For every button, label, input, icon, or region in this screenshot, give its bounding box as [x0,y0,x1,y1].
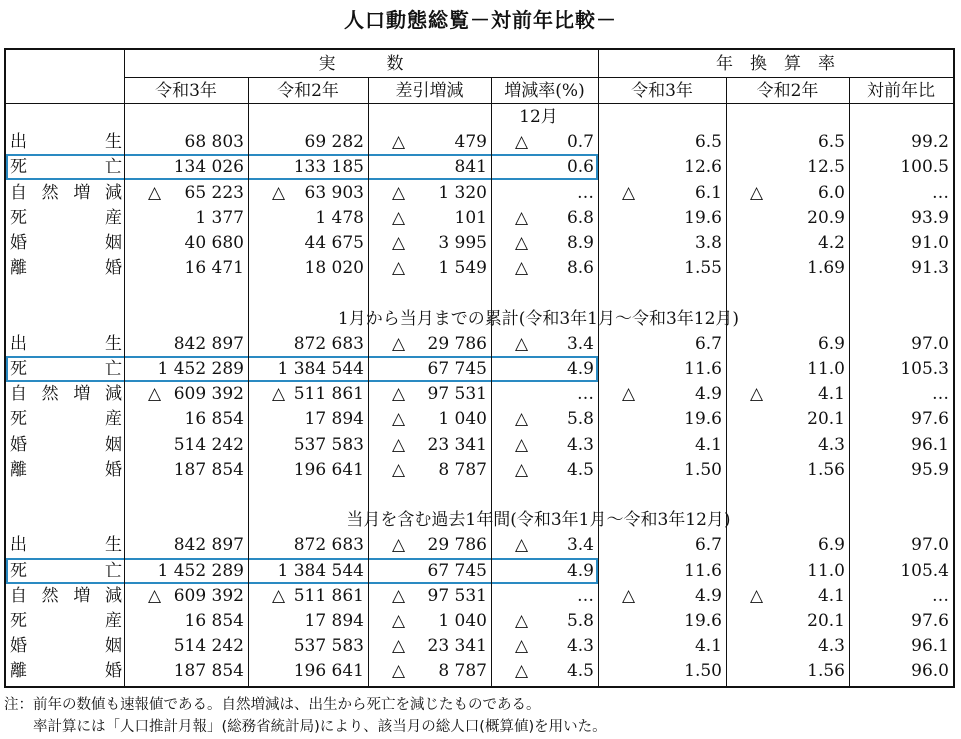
table-cell: 1 320 [438,182,487,203]
table-cell: 511 861 [293,384,364,405]
row-label-char: 産 [105,611,122,631]
table-cell: 187 854 [173,661,244,682]
table-cell: 23 341 [427,434,487,455]
table-cell: 91.3 [911,258,949,279]
table-cell: 4.1 [817,384,845,405]
section-title: 当月を含む過去1年間(令和3年1月～令和3年12月) [346,510,731,531]
table-cell: 134 026 [173,157,244,178]
table-cell: 4.5 [566,459,594,480]
row-label [10,231,122,255]
column-header: 令和2年 [277,81,339,101]
footnote-line: 注：前年の数値も速報値である。自然増減は、出生から死亡を減じたものである。 [4,697,541,713]
table-cell: 65 223 [184,182,244,203]
negative-triangle: △ [622,384,636,405]
table-cell: 5.8 [566,409,594,430]
row-label-char: 婚 [105,459,122,480]
table-cell: 1 040 [438,409,487,430]
row-label-char: 出 [10,132,27,153]
row-label-char: 増 [73,585,91,606]
row-label-char: 増 [73,384,91,405]
table-cell: 133 185 [293,157,364,178]
table-cell: 8 787 [438,459,487,480]
row-label [10,458,122,482]
table-cell: 4.9 [566,359,594,379]
row-label [10,609,122,633]
negative-triangle: △ [392,207,406,228]
row-label-char: 死 [10,409,27,430]
row-label-char: 増 [73,182,91,203]
table-cell: 6.9 [817,333,845,354]
table-cell: 91.0 [911,233,949,253]
table-cell: … [577,182,594,203]
table-cell: 1.56 [807,459,845,480]
table-cell: 4.5 [566,661,594,682]
table-cell: 1 384 544 [277,359,364,379]
table-cell: … [577,384,594,405]
negative-triangle: △ [148,585,162,606]
column-divider [726,77,727,686]
table-cell: 95.9 [911,459,949,480]
table-cell: 1.55 [684,258,722,279]
table-cell: 4.3 [817,434,845,455]
section-title: 1月から当月までの累計(令和3年1月～令和3年12月) [337,308,740,329]
row-label-char: 婚 [105,258,122,279]
table-cell: 3 995 [438,233,487,253]
row-label-char: 減 [104,182,122,203]
row-label [10,533,122,557]
row-label-char: 離 [10,258,27,279]
table-cell: 4.3 [566,636,594,657]
table-cell: 16 854 [184,409,244,430]
column-header: 差引増減 [395,81,464,101]
column-divider [491,77,492,686]
table-cell: 69 282 [304,132,364,153]
negative-triangle: △ [622,182,636,203]
table-cell: 67 745 [427,560,487,581]
table-cell: 99.2 [911,132,949,153]
table-cell: 101 [454,207,487,228]
negative-triangle: △ [392,233,406,253]
header-divider [124,77,953,78]
table-cell: 96.0 [911,661,949,682]
table-cell: 93.9 [911,207,949,228]
table-cell: 20.1 [807,611,845,631]
table-cell: 6.9 [817,535,845,556]
table-cell: 17 894 [304,409,364,430]
table-cell: 20.1 [807,409,845,430]
negative-triangle: △ [392,434,406,455]
column-divider [248,77,249,686]
negative-triangle: △ [515,611,529,631]
negative-triangle: △ [515,636,529,657]
negative-triangle: △ [515,661,529,682]
table-cell: 4.9 [694,585,722,606]
table-cell: 537 583 [293,636,364,657]
table-cell: 105.3 [900,359,949,379]
table-cell: 187 854 [173,459,244,480]
negative-triangle: △ [392,636,406,657]
table-cell: 3.8 [694,233,722,253]
row-label-char: 生 [105,535,122,556]
table-cell: 97 531 [427,585,487,606]
negative-triangle: △ [750,585,764,606]
table-cell: 18 020 [304,258,364,279]
row-label-char: 死 [10,611,27,631]
row-label-char: 亡 [105,359,122,379]
table-cell: 6.5 [694,132,722,153]
negative-triangle: △ [515,409,529,430]
table-cell: 3.4 [566,535,594,556]
table-cell: … [577,585,594,606]
row-label-char: 生 [105,333,122,354]
row-label-char: 姻 [105,434,122,455]
row-label [10,130,122,154]
negative-triangle: △ [392,585,406,606]
negative-triangle: △ [148,384,162,405]
row-label-char: 離 [10,459,27,480]
table-cell: 6.8 [566,207,594,228]
table-cell: 11.6 [684,359,722,379]
negative-triangle: △ [392,132,406,153]
header-annualized-rate: 年 換 算 率 [716,54,835,74]
table-cell: 11.0 [807,359,845,379]
row-label-char: 然 [41,585,59,606]
negative-triangle: △ [392,535,406,556]
table-cell: 609 392 [173,384,244,405]
row-label [10,634,122,658]
row-label [10,659,122,683]
table-cell: 12.6 [684,157,722,178]
negative-triangle: △ [515,535,529,556]
table-cell: 4.1 [694,434,722,455]
table-cell: 6.1 [694,182,722,203]
negative-triangle: △ [515,434,529,455]
footnotes [4,694,607,738]
table-cell: 514 242 [173,434,244,455]
table-cell: 609 392 [173,585,244,606]
table-cell: 68 803 [184,132,244,153]
table-cell: 44 675 [304,233,364,253]
header-actual-numbers: 実 数 [318,54,404,74]
row-label-char: 姻 [105,233,122,253]
negative-triangle: △ [392,459,406,480]
row-label-char: 離 [10,661,27,682]
table-cell: 4.3 [817,636,845,657]
table-cell: 19.6 [684,409,722,430]
negative-triangle: △ [750,182,764,203]
table-cell: 97 531 [427,384,487,405]
row-label-char: 死 [10,157,27,178]
table-cell: 29 786 [427,535,487,556]
row-label-char: 減 [104,585,122,606]
table-cell: … [932,182,949,203]
table-cell: 872 683 [293,535,364,556]
table-cell: 8 787 [438,661,487,682]
table-cell: 1 377 [195,207,244,228]
negative-triangle: △ [515,459,529,480]
table-cell: 6.7 [694,535,722,556]
table-cell: … [932,585,949,606]
row-label [10,332,122,356]
page-title: 人口動態総覧－対前年比較－ [344,8,617,32]
table-cell: 97.0 [911,333,949,354]
negative-triangle: △ [148,182,162,203]
table-cell: 1 452 289 [157,560,244,581]
table-cell: 3.4 [566,333,594,354]
table-cell: 67 745 [427,359,487,379]
negative-triangle: △ [515,333,529,354]
row-label-char: 減 [104,384,122,405]
table-cell: … [932,384,949,405]
negative-triangle: △ [392,661,406,682]
negative-triangle: △ [515,207,529,228]
table-cell: 1.50 [684,459,722,480]
column-header: 対前年比 [867,81,935,101]
table-cell: 40 680 [184,233,244,253]
row-label-char: 亡 [105,560,122,581]
negative-triangle: △ [392,409,406,430]
table-cell: 8.6 [566,258,594,279]
footnote-line: 率計算には「人口推計月報」(総務省統計局)により、該当月の総人口(概算値)を用いた。 [4,719,607,735]
row-label-char: 婚 [10,636,27,657]
negative-triangle: △ [750,384,764,405]
column-divider [598,50,599,686]
table-cell: 4.9 [694,384,722,405]
table-cell: 1.56 [807,661,845,682]
column-divider [849,77,850,686]
header-divider [6,103,953,104]
table-cell: 4.9 [566,560,594,581]
table-cell: 841 [454,157,487,178]
table-cell: 17 894 [304,611,364,631]
table-cell: 96.1 [911,434,949,455]
table-cell: 511 861 [293,585,364,606]
row-label-char: 自 [10,182,27,203]
table-cell: 0.6 [566,157,594,178]
table-cell: 1.69 [807,258,845,279]
row-label [10,559,122,583]
table-cell: 11.6 [684,560,722,581]
negative-triangle: △ [515,132,529,153]
row-label [10,433,122,457]
row-label-char: 姻 [105,636,122,657]
table-cell: 11.0 [807,560,845,581]
table-cell: 5.8 [566,611,594,631]
table-cell: 97.6 [911,611,949,631]
column-header: 増減率(%) [504,81,585,101]
row-label [10,206,122,230]
table-cell: 4.1 [694,636,722,657]
row-label-char: 婚 [10,233,27,253]
row-label-char: 死 [10,560,27,581]
negative-triangle: △ [392,182,406,203]
row-label-char: 出 [10,333,27,354]
table-cell: 63 903 [304,182,364,203]
table-cell: 196 641 [293,661,364,682]
row-label-char: 産 [105,409,122,430]
row-label [10,407,122,431]
table-cell: 1 384 544 [277,560,364,581]
column-divider [368,77,369,686]
row-label [10,155,122,179]
table-cell: 29 786 [427,333,487,354]
table-cell: 479 [454,132,487,153]
column-header: 令和2年 [756,81,819,101]
statistics-table [4,48,955,688]
row-label [10,584,122,608]
row-label-char: 自 [10,585,27,606]
table-cell: 537 583 [293,434,364,455]
table-cell: 97.6 [911,409,949,430]
table-cell: 105.4 [900,560,949,581]
column-divider [124,50,125,686]
table-cell: 842 897 [173,333,244,354]
table-cell: 0.7 [566,132,594,153]
column-header: 令和3年 [155,81,217,101]
row-label [10,357,122,381]
section-title: 12月 [519,107,558,127]
table-cell: 96.1 [911,636,949,657]
table-cell: 514 242 [173,636,244,657]
negative-triangle: △ [272,384,286,405]
table-cell: 842 897 [173,535,244,556]
table-cell: 872 683 [293,333,364,354]
table-cell: 23 341 [427,636,487,657]
table-cell: 97.0 [911,535,949,556]
table-cell: 16 854 [184,611,244,631]
row-label-char: 生 [105,132,122,153]
negative-triangle: △ [392,333,406,354]
row-label-char: 然 [41,182,59,203]
table-cell: 4.2 [817,233,845,253]
table-cell: 19.6 [684,611,722,631]
row-label [10,181,122,205]
table-cell: 1 040 [438,611,487,631]
table-cell: 1 478 [315,207,364,228]
row-label-char: 婚 [10,434,27,455]
table-cell: 4.3 [566,434,594,455]
table-cell: 100.5 [900,157,949,178]
negative-triangle: △ [272,585,286,606]
row-label-char: 自 [10,384,27,405]
negative-triangle: △ [392,258,406,279]
row-label-char: 亡 [105,157,122,178]
table-cell: 4.1 [817,585,845,606]
row-label [10,256,122,280]
row-label-char: 死 [10,207,27,228]
table-cell: 6.7 [694,333,722,354]
row-label-char: 出 [10,535,27,556]
row-label-char: 死 [10,359,27,379]
table-cell: 6.0 [817,182,845,203]
negative-triangle: △ [392,384,406,405]
row-label-char: 然 [41,384,59,405]
negative-triangle: △ [515,258,529,279]
table-cell: 12.5 [807,157,845,178]
negative-triangle: △ [515,233,529,253]
table-cell: 6.5 [817,132,845,153]
table-cell: 1 549 [438,258,487,279]
table-cell: 1.50 [684,661,722,682]
negative-triangle: △ [272,182,286,203]
table-cell: 20.9 [807,207,845,228]
table-cell: 196 641 [293,459,364,480]
table-cell: 1 452 289 [157,359,244,379]
row-label-char: 産 [105,207,122,228]
row-label [10,382,122,406]
table-cell: 16 471 [184,258,244,279]
negative-triangle: △ [622,585,636,606]
column-header: 令和3年 [631,81,693,101]
table-cell: 19.6 [684,207,722,228]
row-label-char: 婚 [105,661,122,682]
negative-triangle: △ [392,611,406,631]
table-cell: 8.9 [566,233,594,253]
